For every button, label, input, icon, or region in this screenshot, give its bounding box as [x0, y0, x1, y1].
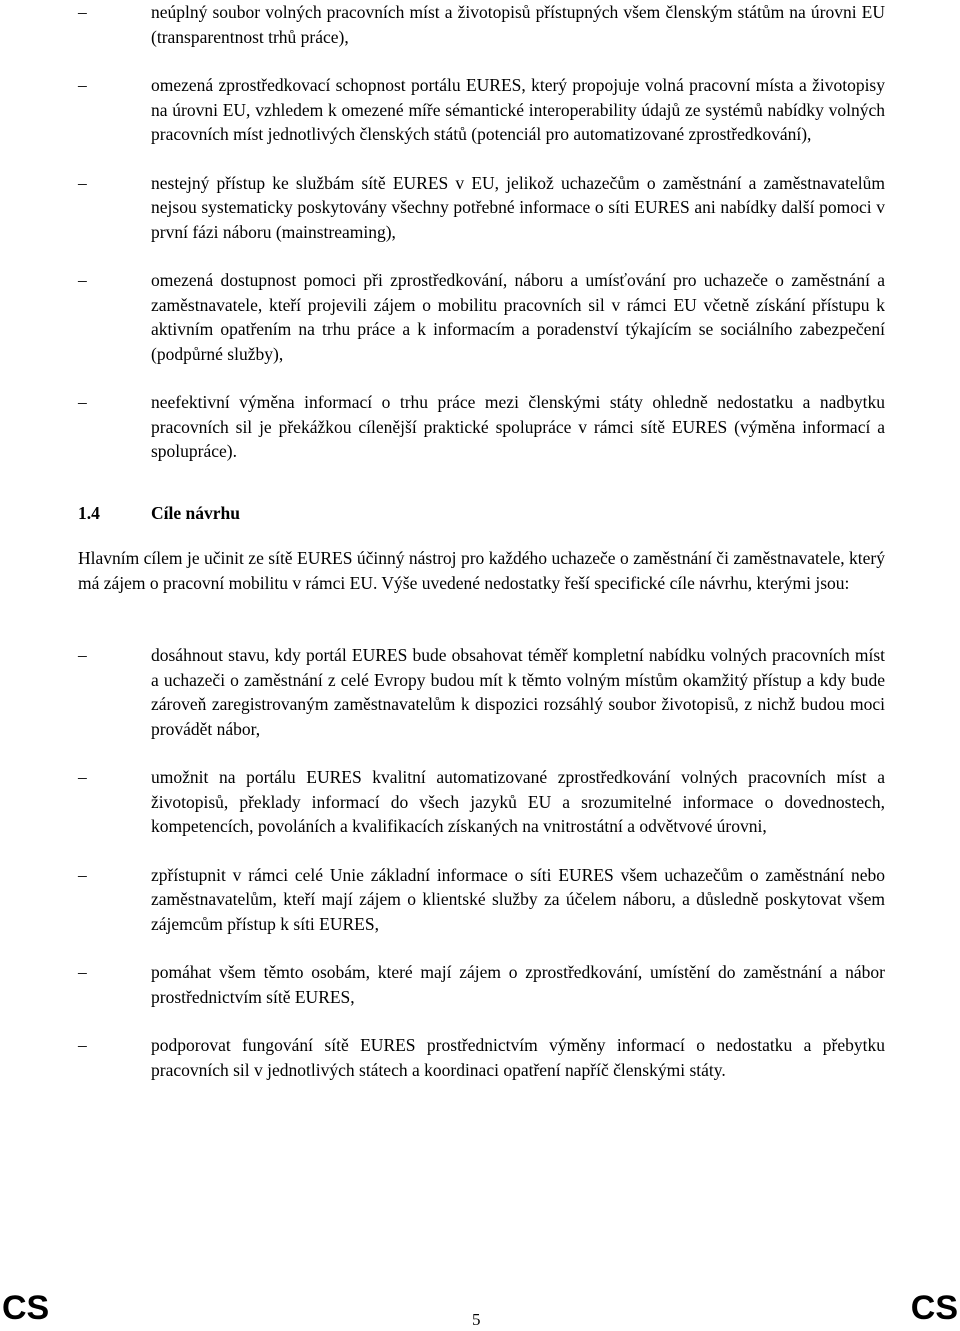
dash-bullet: –: [78, 172, 87, 193]
section-number: 1.4: [78, 503, 100, 523]
dash-bullet: –: [78, 645, 87, 665]
dash-bullet: –: [78, 392, 87, 412]
dash-bullet: –: [78, 1035, 87, 1055]
list-item: [0, 390, 960, 464]
dash-bullet: –: [78, 75, 87, 95]
dash-bullet: –: [78, 2, 87, 22]
list-item-text: dosáhnout stavu, kdy portál EURES bude obsahovat téměř kompletní nabídku volných pracovních míst a uchazeči o zaměstnání z celé Evropy budou mít k těmto volným místům okamžitý přístup a kdy bude zároveň zaregistrovaným zaměstnavatelům k dispozici rozsáhlý soubor životopisů, z nichž budou moci provádět nábor,: [151, 645, 885, 739]
list-item: [0, 1033, 960, 1082]
list-item: [0, 765, 960, 839]
list-item: [0, 643, 960, 741]
list-item-text: neefektivní výměna informací o trhu práce mezi členskými státy ohledně nedostatku a nadbytku pracovních sil je překážkou cílenější praktické spolupráce v rámci sítě EURES (výměna informací a spolupráce).: [151, 392, 885, 461]
section-heading: [78, 501, 240, 526]
page-number: 5: [472, 1310, 481, 1329]
list-item-text: neúplný soubor volných pracovních míst a životopisů přístupných všem členským státům na úrovni EU (transparentnost trhů práce),: [151, 2, 885, 47]
list-item: [0, 171, 960, 245]
list-item-text: pomáhat všem těmto osobám, které mají zájem o zprostředkování, umístění do zaměstnání a nábor prostřednictvím sítě EURES,: [151, 962, 885, 1007]
list-item-text: nestejný přístup ke službám sítě EURES v EU, jelikož uchazečům o zaměstnání a zaměstnavatelům nejsou systematicky poskytovány všechny potřebné informace o síti EURES ani nabídky další pomoci v první fázi náboru (mainstreaming),: [151, 172, 885, 242]
dash-bullet: –: [78, 962, 87, 982]
dash-bullet: –: [78, 270, 87, 290]
list-item: [0, 73, 960, 147]
list-item: [0, 960, 960, 1009]
list-item-text: podporovat fungování sítě EURES prostřednictvím výměny informací o nedostatku a přebytku pracovních sil v jednotlivých státech a koordinaci opatření napříč členskými státy.: [151, 1035, 885, 1080]
list-item: [0, 863, 960, 937]
problem-list: [0, 0, 960, 488]
list-item-text: omezená zprostředkovací schopnost portálu EURES, který propojuje volná pracovní místa a životopisy na úrovni EU, vzhledem k omezené míře sémantické interoperability údajů ze systémů nabídky volných pracovních míst jednotlivých členských států (potenciál pro automatizované zprostředkování),: [151, 75, 885, 144]
section-title: Cíle návrhu: [151, 503, 240, 523]
list-item-text: umožnit na portálu EURES kvalitní automatizované zprostředkování volných pracovních míst a životopisů, překlady informací do všech jazyků EU a srozumitelné informace o dovednostech, kompetencích, povoláních a kvalifikacích získaných na vnitrostátní a odvětvové úrovni,: [151, 767, 885, 836]
dash-bullet: –: [78, 864, 87, 885]
list-item: [0, 0, 960, 49]
footer-language-code-left: CS: [2, 1289, 50, 1327]
dash-bullet: –: [78, 767, 87, 787]
footer-language-code-right: CS: [910, 1289, 958, 1327]
objective-list: [0, 643, 960, 1106]
list-item: [0, 268, 960, 366]
intro-paragraph: Hlavním cílem je učinit ze sítě EURES účinný nástroj pro každého uchazeče o zaměstnání či zaměstnavatele, který má zájem o pracovní mobilitu v rámci EU. Výše uvedené nedostatky řeší specifické cíle návrhu, kterými jsou:: [78, 548, 885, 593]
list-item-text: zpřístupnit v rámci celé Unie základní informace o síti EURES všem uchazečům o zaměstnání nebo zaměstnavatelům, kteří mají zájem o klientské služby za účelem náboru, a důsledně poskytovat všem zájemcům přístup k síti EURES,: [151, 864, 885, 934]
list-item-text: omezená dostupnost pomoci při zprostředkování, náboru a umísťování pro uchazeče o zaměstnání a zaměstnavatele, kteří projevili zájem o mobilitu pracovních sil v rámci EU včetně získání přístupu k aktivním opatřením na trhu práce a k informacím a poradenství týkajícím se sociálního zabezpečení (podpůrné služby),: [151, 270, 885, 364]
